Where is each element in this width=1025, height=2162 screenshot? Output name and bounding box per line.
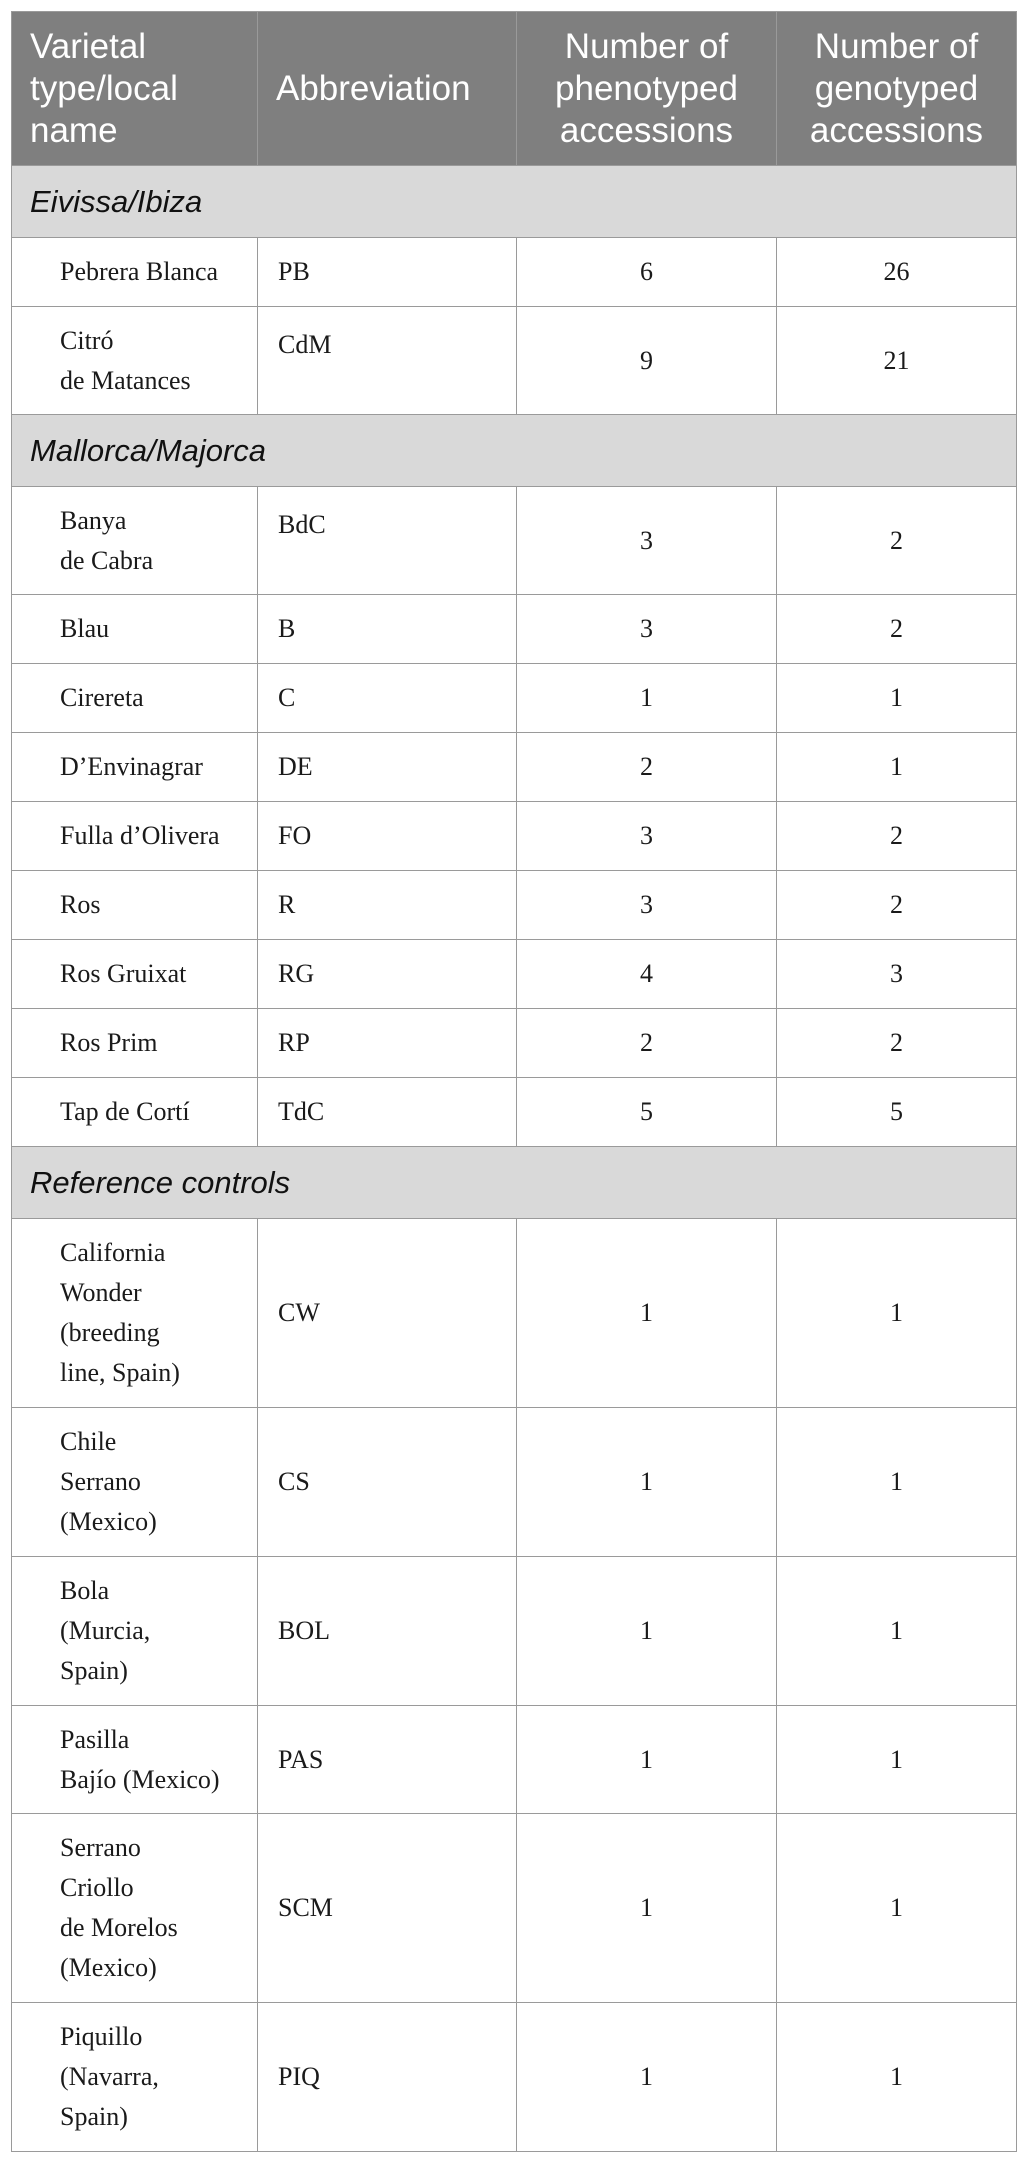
phenotyped-count: 3 (517, 595, 777, 664)
phenotyped-count: 3 (517, 487, 777, 595)
genotyped-count: 1 (777, 664, 1017, 733)
genotyped-count: 2 (777, 1009, 1017, 1078)
abbreviation: B (258, 595, 517, 664)
phenotyped-count: 2 (517, 1009, 777, 1078)
genotyped-count: 1 (777, 1557, 1017, 1706)
table-row (12, 802, 1017, 871)
table-row (12, 2003, 1017, 2152)
genotyped-count: 1 (777, 1706, 1017, 1814)
abbreviation: SCM (258, 1814, 517, 2003)
abbreviation: TdC (258, 1078, 517, 1147)
header-varietal-type: Varietal type/local name (12, 12, 258, 166)
genotyped-count: 21 (777, 307, 1017, 415)
phenotyped-count: 1 (517, 1814, 777, 2003)
table-row (12, 1706, 1017, 1814)
phenotyped-count: 2 (517, 733, 777, 802)
phenotyped-count: 1 (517, 1219, 777, 1408)
phenotyped-count: 5 (517, 1078, 777, 1147)
section-title: Mallorca/Majorca (12, 415, 1017, 487)
varietal-name: Cirereta (12, 664, 258, 733)
table-row (12, 664, 1017, 733)
abbreviation: RG (258, 940, 517, 1009)
abbreviation: BOL (258, 1557, 517, 1706)
varietal-name: Chile Serrano (Mexico) (12, 1408, 258, 1557)
abbreviation: CS (258, 1408, 517, 1557)
genotyped-count: 2 (777, 871, 1017, 940)
table-row (12, 307, 1017, 415)
section-title: Reference controls (12, 1147, 1017, 1219)
varietal-name: Fulla d’Olivera (12, 802, 258, 871)
phenotyped-count: 1 (517, 1408, 777, 1557)
varietal-name: Ros Prim (12, 1009, 258, 1078)
abbreviation: DE (258, 733, 517, 802)
accessions-table (11, 11, 1017, 2152)
varietal-name: Tap de Cortí (12, 1078, 258, 1147)
abbreviation: R (258, 871, 517, 940)
abbreviation: C (258, 664, 517, 733)
abbreviation: RP (258, 1009, 517, 1078)
abbreviation: CW (258, 1219, 517, 1408)
genotyped-count: 2 (777, 802, 1017, 871)
genotyped-count: 5 (777, 1078, 1017, 1147)
table-row (12, 595, 1017, 664)
table-row (12, 1009, 1017, 1078)
varietal-name: Ros (12, 871, 258, 940)
phenotyped-count: 9 (517, 307, 777, 415)
genotyped-count: 1 (777, 2003, 1017, 2152)
abbreviation: PIQ (258, 2003, 517, 2152)
varietal-name: California Wonder (breeding line, Spain) (12, 1219, 258, 1408)
table-row (12, 1408, 1017, 1557)
genotyped-count: 1 (777, 1814, 1017, 2003)
phenotyped-count: 3 (517, 802, 777, 871)
varietal-name: Bola (Murcia, Spain) (12, 1557, 258, 1706)
phenotyped-count: 1 (517, 1706, 777, 1814)
varietal-name: Blau (12, 595, 258, 664)
varietal-name: Citró de Matances (12, 307, 258, 415)
varietal-name: Ros Gruixat (12, 940, 258, 1009)
table-row (12, 1078, 1017, 1147)
genotyped-count: 1 (777, 1219, 1017, 1408)
varietal-name: D’Envinagrar (12, 733, 258, 802)
table-row (12, 1557, 1017, 1706)
genotyped-count: 1 (777, 1408, 1017, 1557)
table-row (12, 733, 1017, 802)
section-row-mallorca (12, 415, 1017, 487)
phenotyped-count: 6 (517, 238, 777, 307)
phenotyped-count: 1 (517, 664, 777, 733)
phenotyped-count: 4 (517, 940, 777, 1009)
phenotyped-count: 1 (517, 2003, 777, 2152)
table-row (12, 487, 1017, 595)
table-row (12, 871, 1017, 940)
section-row-eivissa (12, 166, 1017, 238)
phenotyped-count: 1 (517, 1557, 777, 1706)
varietal-name: Pebrera Blanca (12, 238, 258, 307)
table-row (12, 238, 1017, 307)
genotyped-count: 26 (777, 238, 1017, 307)
genotyped-count: 3 (777, 940, 1017, 1009)
header-phenotyped: Number of phenotyped accessions (517, 12, 777, 166)
table-row (12, 940, 1017, 1009)
varietal-name: Piquillo (Navarra, Spain) (12, 2003, 258, 2152)
genotyped-count: 1 (777, 733, 1017, 802)
table-row (12, 1814, 1017, 2003)
varietal-name: Banya de Cabra (12, 487, 258, 595)
abbreviation: CdM (258, 307, 517, 415)
abbreviation: BdC (258, 487, 517, 595)
header-genotyped: Number of genotyped accessions (777, 12, 1017, 166)
abbreviation: FO (258, 802, 517, 871)
varietal-name: Serrano Criollo de Morelos (Mexico) (12, 1814, 258, 2003)
phenotyped-count: 3 (517, 871, 777, 940)
abbreviation: PAS (258, 1706, 517, 1814)
table-row (12, 1219, 1017, 1408)
genotyped-count: 2 (777, 487, 1017, 595)
abbreviation: PB (258, 238, 517, 307)
varietal-name: Pasilla Bajío (Mexico) (12, 1706, 258, 1814)
genotyped-count: 2 (777, 595, 1017, 664)
header-row (12, 12, 1017, 166)
header-abbreviation: Abbreviation (258, 12, 517, 166)
section-title: Eivissa/Ibiza (12, 166, 1017, 238)
section-row-reference-controls (12, 1147, 1017, 1219)
